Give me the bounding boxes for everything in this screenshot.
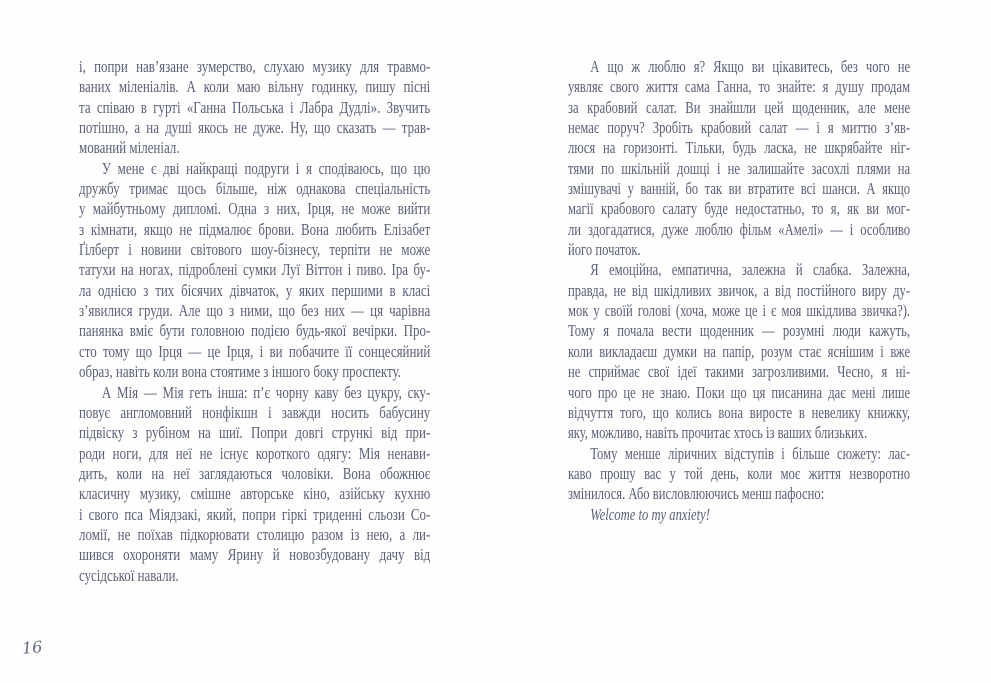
text-line: ломії, не поїхав підкорювати столицю разом із нею, а ли- [79, 524, 431, 544]
text-line: А що ж люблю я? Якщо ви цікавитесь, без чого не [590, 57, 911, 76]
text-line: класичну музику, смішне авторське кіно, азійську кухню [79, 484, 431, 504]
text-line: ли здогадатися, дуже люблю фільм «Амелі» — і особливо [568, 219, 911, 239]
text-line: підвіску з рубіном на шиї. Попри довгі стрункі від при- [79, 423, 431, 443]
text-line: за крабовий салат. Ви знайшли цей щоденник, але мене [568, 97, 911, 117]
text-line: каво прошу вас у той день, коли моє життя незворотно [568, 463, 911, 483]
text-line: чого про це не знаю. Поки що ця писанина дає мені лише [568, 382, 911, 402]
text-line: потішно, а на душі якось не дуже. Ну, що сказать — трав- [79, 118, 431, 138]
text-line: Ґілберт і новини світового шоу-бізнесу, терпіти не може [79, 240, 431, 260]
text-line: з’явилися груди. Але що з ними, що без них — ця чарівна [79, 301, 431, 321]
text-line: сусідської навали. [79, 565, 179, 585]
text-line: образ, навіть коли вона стоятиме з іншого боку проспекту. [79, 362, 401, 382]
text-line: У мене є дві найкращі подруги і я сподіваюсь, що цю [101, 158, 431, 178]
text-line: у майбутньому дипломі. Одна з них, Ірця, не може вийти [79, 199, 431, 219]
text-line: та співаю в гурті «Ганна Польська і Лабра Дудлі». Звучить [79, 97, 431, 117]
text-line: коли викладаєш думки на папір, розум стає яснішим і вже [568, 341, 911, 361]
text-line: його початок. [568, 240, 641, 260]
text-line: змінилося. Або висловлюючись менш пафосно: [568, 484, 825, 504]
text-line: дружбу тримає щось більше, ніж однакова спеціальність [79, 179, 431, 199]
text-line: тями по шкільній дошці і не залишайте засохлі плями на [568, 158, 911, 178]
text-line: люся на горизонті. Тільки, будь ласка, не шкрябайте ніг- [568, 138, 911, 158]
text-line: Тому менше ліричних відступів і більше сюжету: лас- [590, 443, 911, 463]
text-line: немає поруч? Зробіть крабовий салат — і я миттю з’яв- [568, 118, 911, 138]
text-line: правда, не від шкідливих звичок, а від постійного виру ду- [568, 280, 911, 300]
text-line: змішувачі у ванній, бо так ви втратите всі шанси. А якщо [568, 179, 911, 199]
text-line: не сприймає свої ідеї такими загрозливими. Чесно, я ні- [568, 362, 911, 382]
text-line: шився охороняти маму Ярину й новозбудовану дачу від [79, 545, 431, 565]
text-line: з кімнати, якщо не підмалює брови. Вона любить Елізабет [79, 219, 431, 239]
text-line: А Мія — Мія геть інша: п’є чорну каву без цукру, ску- [101, 382, 431, 402]
text-line: ваних міленіалів. А коли маю вільну годинку, пишу пісні [79, 77, 431, 97]
text-line: відчуття того, що колись вона виросте в невелику книжку, [568, 402, 911, 422]
text-line: роди ноги, для неї не існує короткого одягу: Мія ненави- [79, 443, 431, 463]
text-line: Тому я почала вести щоденник — розумні люди кажуть, [568, 321, 911, 341]
text-line: мок у своїй голові (хоча, може це і є моя шкідлива звичка?). [568, 301, 911, 321]
text-line: ла однією з тих бісячих дівчаток, у яких першими в класі [79, 280, 431, 300]
text-line: яку, можливо, навіть прочитає хтось із ваших близьких. [568, 423, 868, 443]
text-line: і, попри нав’язане зумерство, слухаю музику для травмо- [79, 57, 431, 76]
text-line: повує англомовний нонфікшн і завжди носить бабусину [79, 402, 431, 422]
text-line: і свого пса Міядзакі, який, попри гіркі триденні сльози Со- [79, 504, 431, 524]
right-text-column [568, 57, 910, 525]
text-line: панянка вміє бути головною подією будь-якої вечірки. Про- [79, 321, 431, 341]
text-line: татухи на ногах, підроблені сумки Луї Віттон і пиво. Іра бу- [79, 260, 431, 280]
left-text-column [79, 57, 430, 586]
text-line: Welcome to my anxiety! [590, 504, 710, 524]
page-number: 16 [21, 637, 44, 658]
text-line: Я емоційна, емпатична, залежна й слабка. Залежна, [590, 260, 911, 280]
text-line: дить, коли на неї заглядаються чоловіки. Вона обожнює [79, 463, 431, 483]
text-line: магії крабового салату буде недостатньо, то я, як ви мог- [568, 199, 911, 219]
text-line: сто тому що Ірця — це Ірця, і ви побачите її сонцесяйний [79, 341, 431, 361]
text-line: уявляє свого життя сама Ганна, то знайте: я душу продам [568, 77, 911, 97]
text-line: мований міленіал. [79, 138, 180, 158]
